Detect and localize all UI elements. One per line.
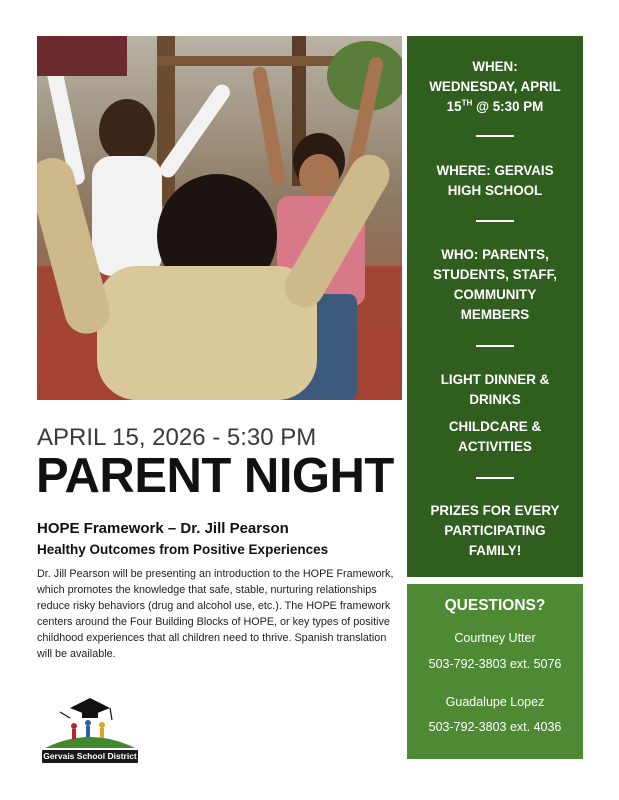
contact-name: Guadalupe Lopez xyxy=(445,695,545,709)
contact-phone: 503-792-3803 ext. 4036 xyxy=(428,720,562,734)
event-details-panel xyxy=(407,36,583,577)
framework-tagline: Healthy Outcomes from Positive Experiences xyxy=(37,542,329,557)
childcare-line1: CHILDCARE & xyxy=(448,419,542,434)
dinner-line1: LIGHT DINNER & xyxy=(440,372,550,387)
prizes-line1: PRIZES FOR EVERY xyxy=(430,503,560,518)
when-day: WEDNESDAY, APRIL xyxy=(429,79,561,94)
who-line3: COMMUNITY xyxy=(453,287,537,302)
graduation-cap-kids-icon xyxy=(40,690,140,750)
photo-illustration xyxy=(37,36,402,400)
who-line4: MEMBERS xyxy=(460,307,530,322)
divider xyxy=(476,345,514,347)
dinner-section xyxy=(407,370,583,410)
prizes-line2: PARTICIPATING xyxy=(444,523,546,538)
where-section xyxy=(407,161,583,201)
when-date-num: 15 xyxy=(446,99,462,114)
questions-panel xyxy=(407,584,583,759)
page-title: PARENT NIGHT xyxy=(36,449,394,503)
questions-title: QUESTIONS? xyxy=(444,597,546,614)
description-paragraph: Dr. Jill Pearson will be presenting an introduction to the HOPE Framework, which promotes the knowledge that safe, stable, nurturing relationships reduce risky behaviors (drug and alcohol use, etc.). The HOPE framework centers around the Four Building Blocks of HOPE, or key types of positive childhood experiences that all children need to thrive. Spanish translation will be available. xyxy=(37,568,394,660)
divider xyxy=(476,220,514,222)
when-section xyxy=(407,57,583,117)
who-line2: STUDENTS, STAFF, xyxy=(433,267,557,282)
district-logo-text: Gervais School District xyxy=(43,751,137,761)
district-logo xyxy=(40,690,140,765)
when-label: WHEN: xyxy=(472,59,518,74)
childcare-section xyxy=(407,417,583,457)
who-line1: WHO: PARENTS, xyxy=(441,247,549,262)
where-line2: HIGH SCHOOL xyxy=(447,183,543,198)
framework-subtitle: HOPE Framework – Dr. Jill Pearson xyxy=(37,520,289,537)
when-date xyxy=(407,97,583,117)
prizes-section xyxy=(407,501,583,561)
childcare-line2: ACTIVITIES xyxy=(458,439,532,454)
event-date-line: APRIL 15, 2026 - 5:30 PM xyxy=(37,424,317,451)
divider xyxy=(476,477,514,479)
who-section xyxy=(407,245,583,325)
divider xyxy=(476,135,514,137)
when-time: @ 5:30 PM xyxy=(472,99,544,114)
children-playing-photo xyxy=(37,36,402,400)
dinner-line2: DRINKS xyxy=(469,392,521,407)
contact-name: Courtney Utter xyxy=(454,631,536,645)
where-line1: WHERE: GERVAIS xyxy=(436,163,554,178)
contact-phone: 503-792-3803 ext. 5076 xyxy=(428,657,562,671)
when-date-sup: TH xyxy=(461,98,473,108)
prizes-line3: FAMILY! xyxy=(468,543,522,558)
